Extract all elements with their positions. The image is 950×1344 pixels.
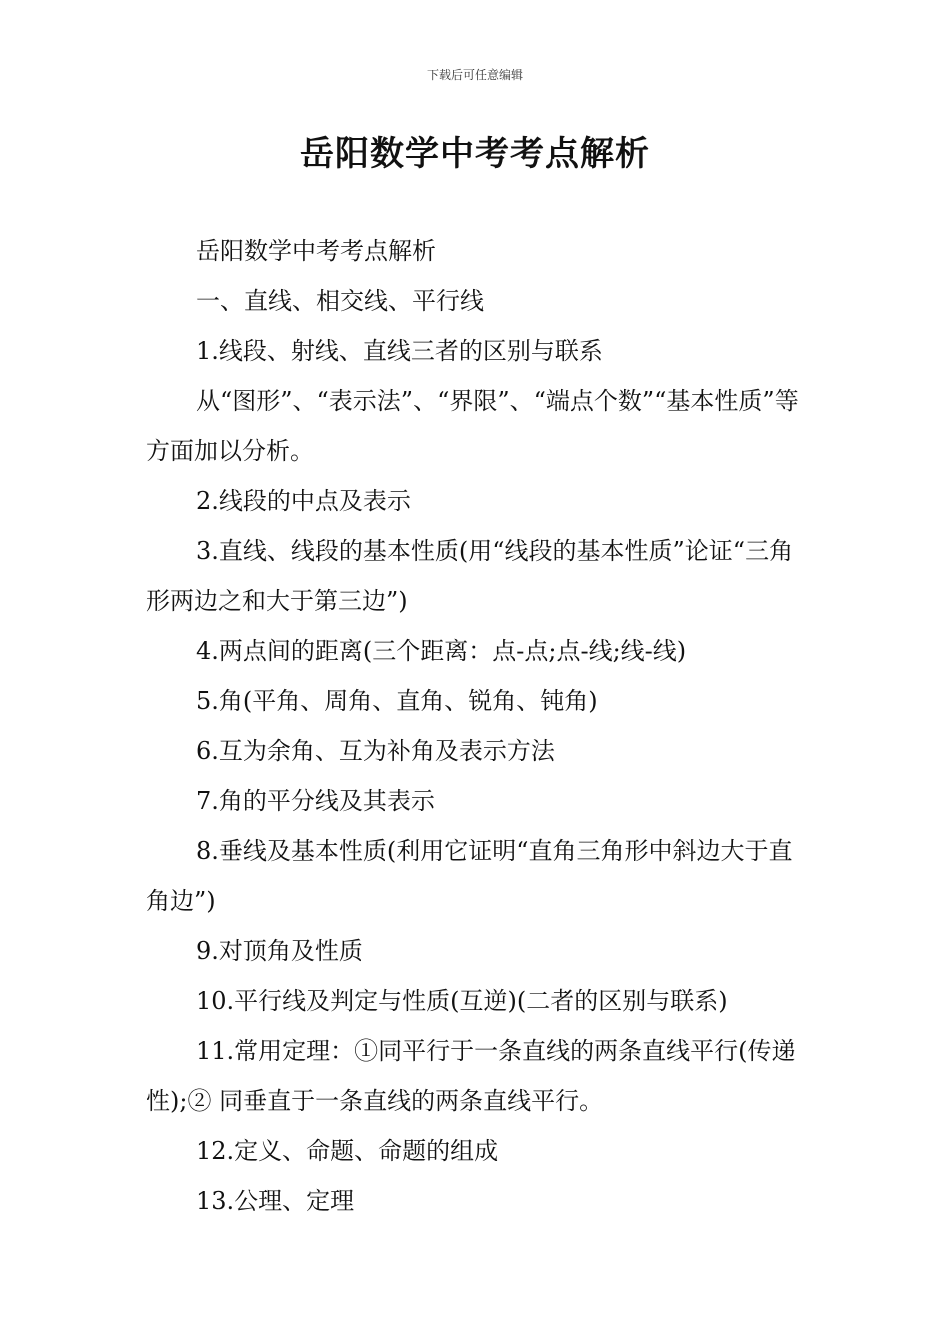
paragraph-item-3: 3.直线、线段的基本性质(用“线段的基本性质”论证“三角形两边之和大于第三边”) (146, 537, 794, 615)
paragraph-item-10: 10.平行线及判定与性质(互逆)(二者的区别与联系) (196, 987, 728, 1015)
document-body (146, 226, 808, 1226)
paragraph-item-6: 6.互为余角、互为补角及表示方法 (196, 737, 555, 765)
paragraph-item-1: 1.线段、射线、直线三者的区别与联系 (196, 337, 603, 365)
paragraph-item-1-detail: 从“图形”、“表示法”、“界限”、“端点个数”“基本性质”等方面加以分析。 (146, 387, 799, 465)
paragraph-item-8: 8.垂线及基本性质(利用它证明“直角三角形中斜边大于直角边”) (146, 837, 793, 915)
paragraph-item-5: 5.角(平角、周角、直角、锐角、钝角) (196, 687, 598, 715)
document-title: 岳阳数学中考考点解析 (300, 134, 650, 174)
paragraph-item-12: 12.定义、命题、命题的组成 (196, 1137, 499, 1165)
paragraph-item-9: 9.对顶角及性质 (196, 937, 363, 965)
paragraph-section-heading: 一、直线、相交线、平行线 (196, 287, 484, 315)
paragraph-item-2: 2.线段的中点及表示 (196, 487, 411, 515)
paragraph-item-4: 4.两点间的距离(三个距离：点-点;点-线;线-线) (196, 637, 687, 665)
header-note: 下载后可任意编辑 (426, 68, 523, 82)
paragraph-item-7: 7.角的平分线及其表示 (196, 787, 435, 815)
paragraph-item-11: 11.常用定理：①同平行于一条直线的两条直线平行(传递性);② 同垂直于一条直线的两条直线平行。 (146, 1037, 796, 1115)
paragraph-subtitle: 岳阳数学中考考点解析 (196, 237, 436, 265)
paragraph-item-13: 13.公理、定理 (196, 1187, 355, 1215)
